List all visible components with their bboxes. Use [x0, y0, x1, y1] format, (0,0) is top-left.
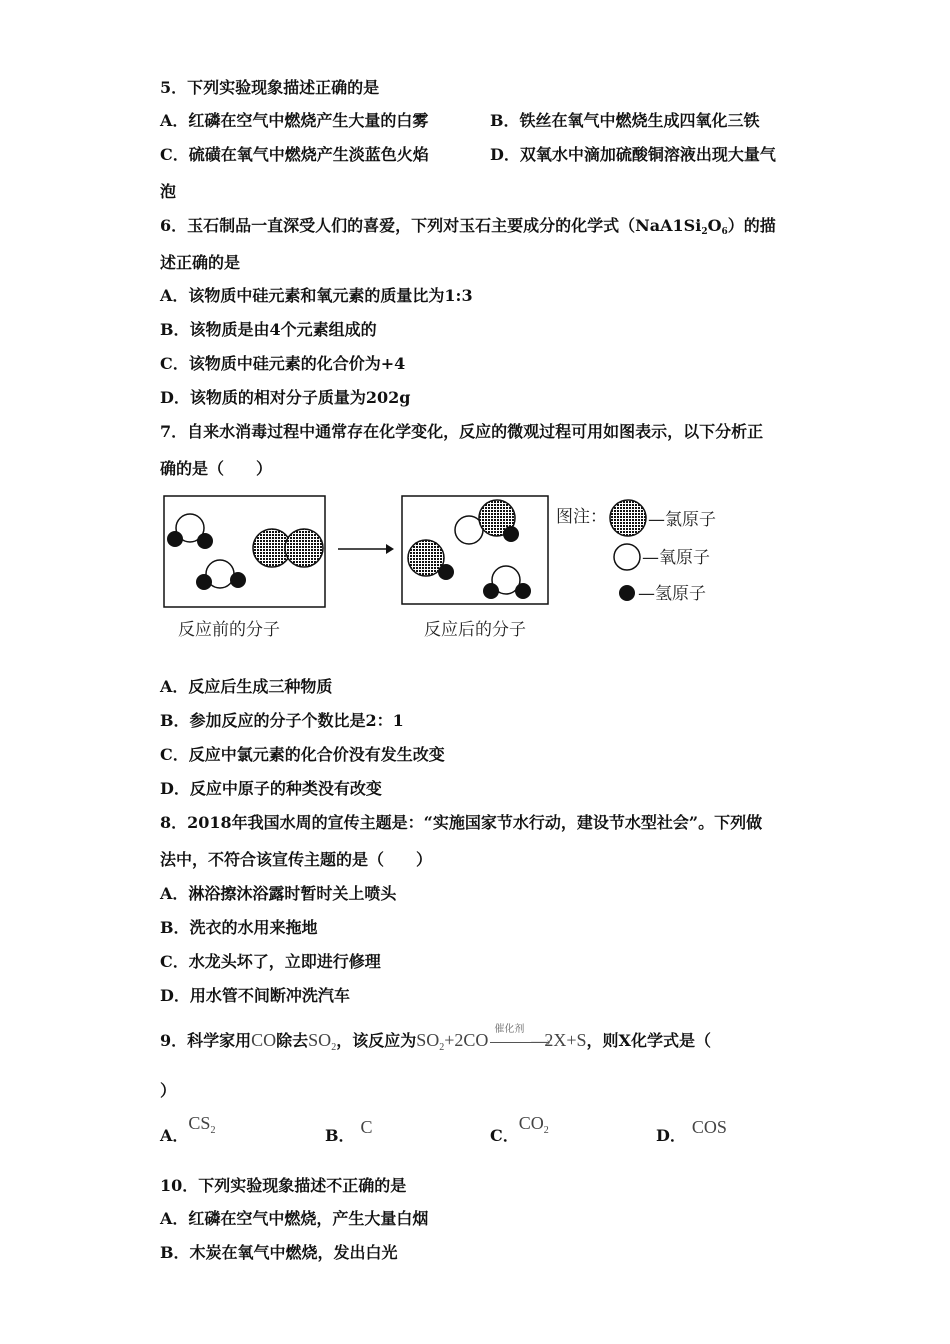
after-caption: 反应后的分子 — [424, 620, 526, 640]
q5-option-d-cont: 泡 — [160, 182, 177, 201]
q5-option-b: B．铁丝在氧气中燃烧生成四氧化三铁 — [490, 111, 760, 130]
water-molecule — [167, 514, 213, 549]
q10-option-b: B．木炭在氧气中燃烧，发出白光 — [160, 1243, 398, 1262]
q6-option-d: D．该物质的相对分子质量为202g — [160, 388, 411, 407]
q10-option-a: A．红磷在空气中燃烧，产生大量白烟 — [160, 1209, 429, 1228]
hydrogen-atom — [503, 526, 519, 542]
q8-option-d: D．用水管不间断冲洗汽车 — [160, 986, 350, 1005]
chlorine-molecule — [253, 529, 323, 567]
q6-stem-cont: 述正确的是 — [160, 253, 241, 272]
formula-so2: $SO_2$ — [308, 1030, 337, 1053]
q6-option-c: C．该物质中硅元素的化合价为+4 — [160, 354, 406, 373]
water-molecule — [196, 560, 246, 590]
hydrogen-atom — [483, 583, 499, 599]
legend-chlorine-atom — [610, 500, 646, 536]
q9-option-c: C．$CO_2$ — [490, 1113, 549, 1145]
q9-option-a: A．$CS_2$ — [160, 1113, 216, 1145]
q8-option-b: B．洗衣的水用来拖地 — [160, 918, 318, 937]
hydrogen-atom — [197, 533, 213, 549]
q10-stem: 10．下列实验现象描述不正确的是 — [160, 1176, 407, 1195]
before-caption: 反应前的分子 — [178, 620, 280, 640]
q8-stem: 8．2018年我国水周的宣传主题是：“实施国家节水行动，建设节水型社会”。下列做 — [160, 813, 763, 832]
legend-oxygen-label: —氧原子 — [642, 548, 710, 568]
hclo-molecule — [455, 500, 519, 544]
formula-co: CO — [251, 1030, 277, 1050]
q7-option-b: B．参加反应的分子个数比是2：1 — [160, 711, 404, 730]
legend-oxygen-atom — [614, 544, 640, 570]
reaction-diagram — [158, 492, 758, 652]
q9-stem-close: ） — [160, 1081, 177, 1100]
hydrogen-atom — [515, 583, 531, 599]
water-molecule — [483, 566, 531, 599]
legend-chlorine-label: —氯原子 — [648, 510, 716, 530]
q7-stem-cont: 确的是（ ） — [160, 459, 273, 478]
legend-title: 图注： — [556, 507, 607, 527]
q8-option-a: A．淋浴擦沐浴露时暂时关上喷头 — [160, 884, 397, 903]
q6-stem: 6．玉石制品一直深受人们的喜爱，下列对玉石主要成分的化学式（NaA1Si2O6）的描 — [160, 216, 776, 237]
catalyst-arrow: 催化剂 ⟶ — [488, 1032, 544, 1052]
q5-option-d: D．双氧水中滴加硫酸铜溶液出现大量气 — [490, 145, 776, 164]
q6-option-b: B．该物质是由4个元素组成的 — [160, 320, 377, 339]
q8-stem-cont: 法中，不符合该宣传主题的是（ ） — [160, 850, 433, 869]
q5-option-c: C．硫磺在氧气中燃烧产生淡蓝色火焰 — [160, 145, 429, 164]
q7-stem: 7．自来水消毒过程中通常存在化学变化，反应的微观过程可用如图表示，以下分析正 — [160, 422, 764, 441]
q8-option-c: C．水龙头坏了，立即进行修理 — [160, 952, 381, 971]
q7-option-c: C．反应中氯元素的化合价没有发生改变 — [160, 745, 445, 764]
hydrogen-atom — [167, 531, 183, 547]
hcl-molecule — [408, 540, 454, 580]
chlorine-atom — [285, 529, 323, 567]
legend-hydrogen-label: —氢原子 — [638, 584, 706, 604]
hydrogen-atom — [230, 572, 246, 588]
q7-option-d: D．反应中原子的种类没有改变 — [160, 779, 382, 798]
q5-option-a: A．红磷在空气中燃烧产生大量的白雾 — [160, 111, 429, 130]
hydrogen-atom — [438, 564, 454, 580]
q9-stem: 9．科学家用CO除去$SO_2$，该反应为$SO_2+2CO$ 催化剂 ⟶ 2X+S，则X化学式是（ — [160, 1023, 711, 1053]
q5-stem: 5．下列实验现象描述正确的是 — [160, 78, 380, 97]
hydrogen-atom — [196, 574, 212, 590]
q6-option-a: A．该物质中硅元素和氧元素的质量比为1:3 — [160, 286, 473, 305]
reaction-arrow — [338, 544, 394, 554]
q7-option-a: A．反应后生成三种物质 — [160, 677, 333, 696]
legend-hydrogen-atom — [619, 585, 635, 601]
reaction-equation: $SO_2+2CO$ 催化剂 ⟶ 2X+S — [416, 1023, 587, 1053]
q9-option-b: B． C — [325, 1117, 373, 1145]
q9-option-d: D． COS — [656, 1117, 727, 1145]
